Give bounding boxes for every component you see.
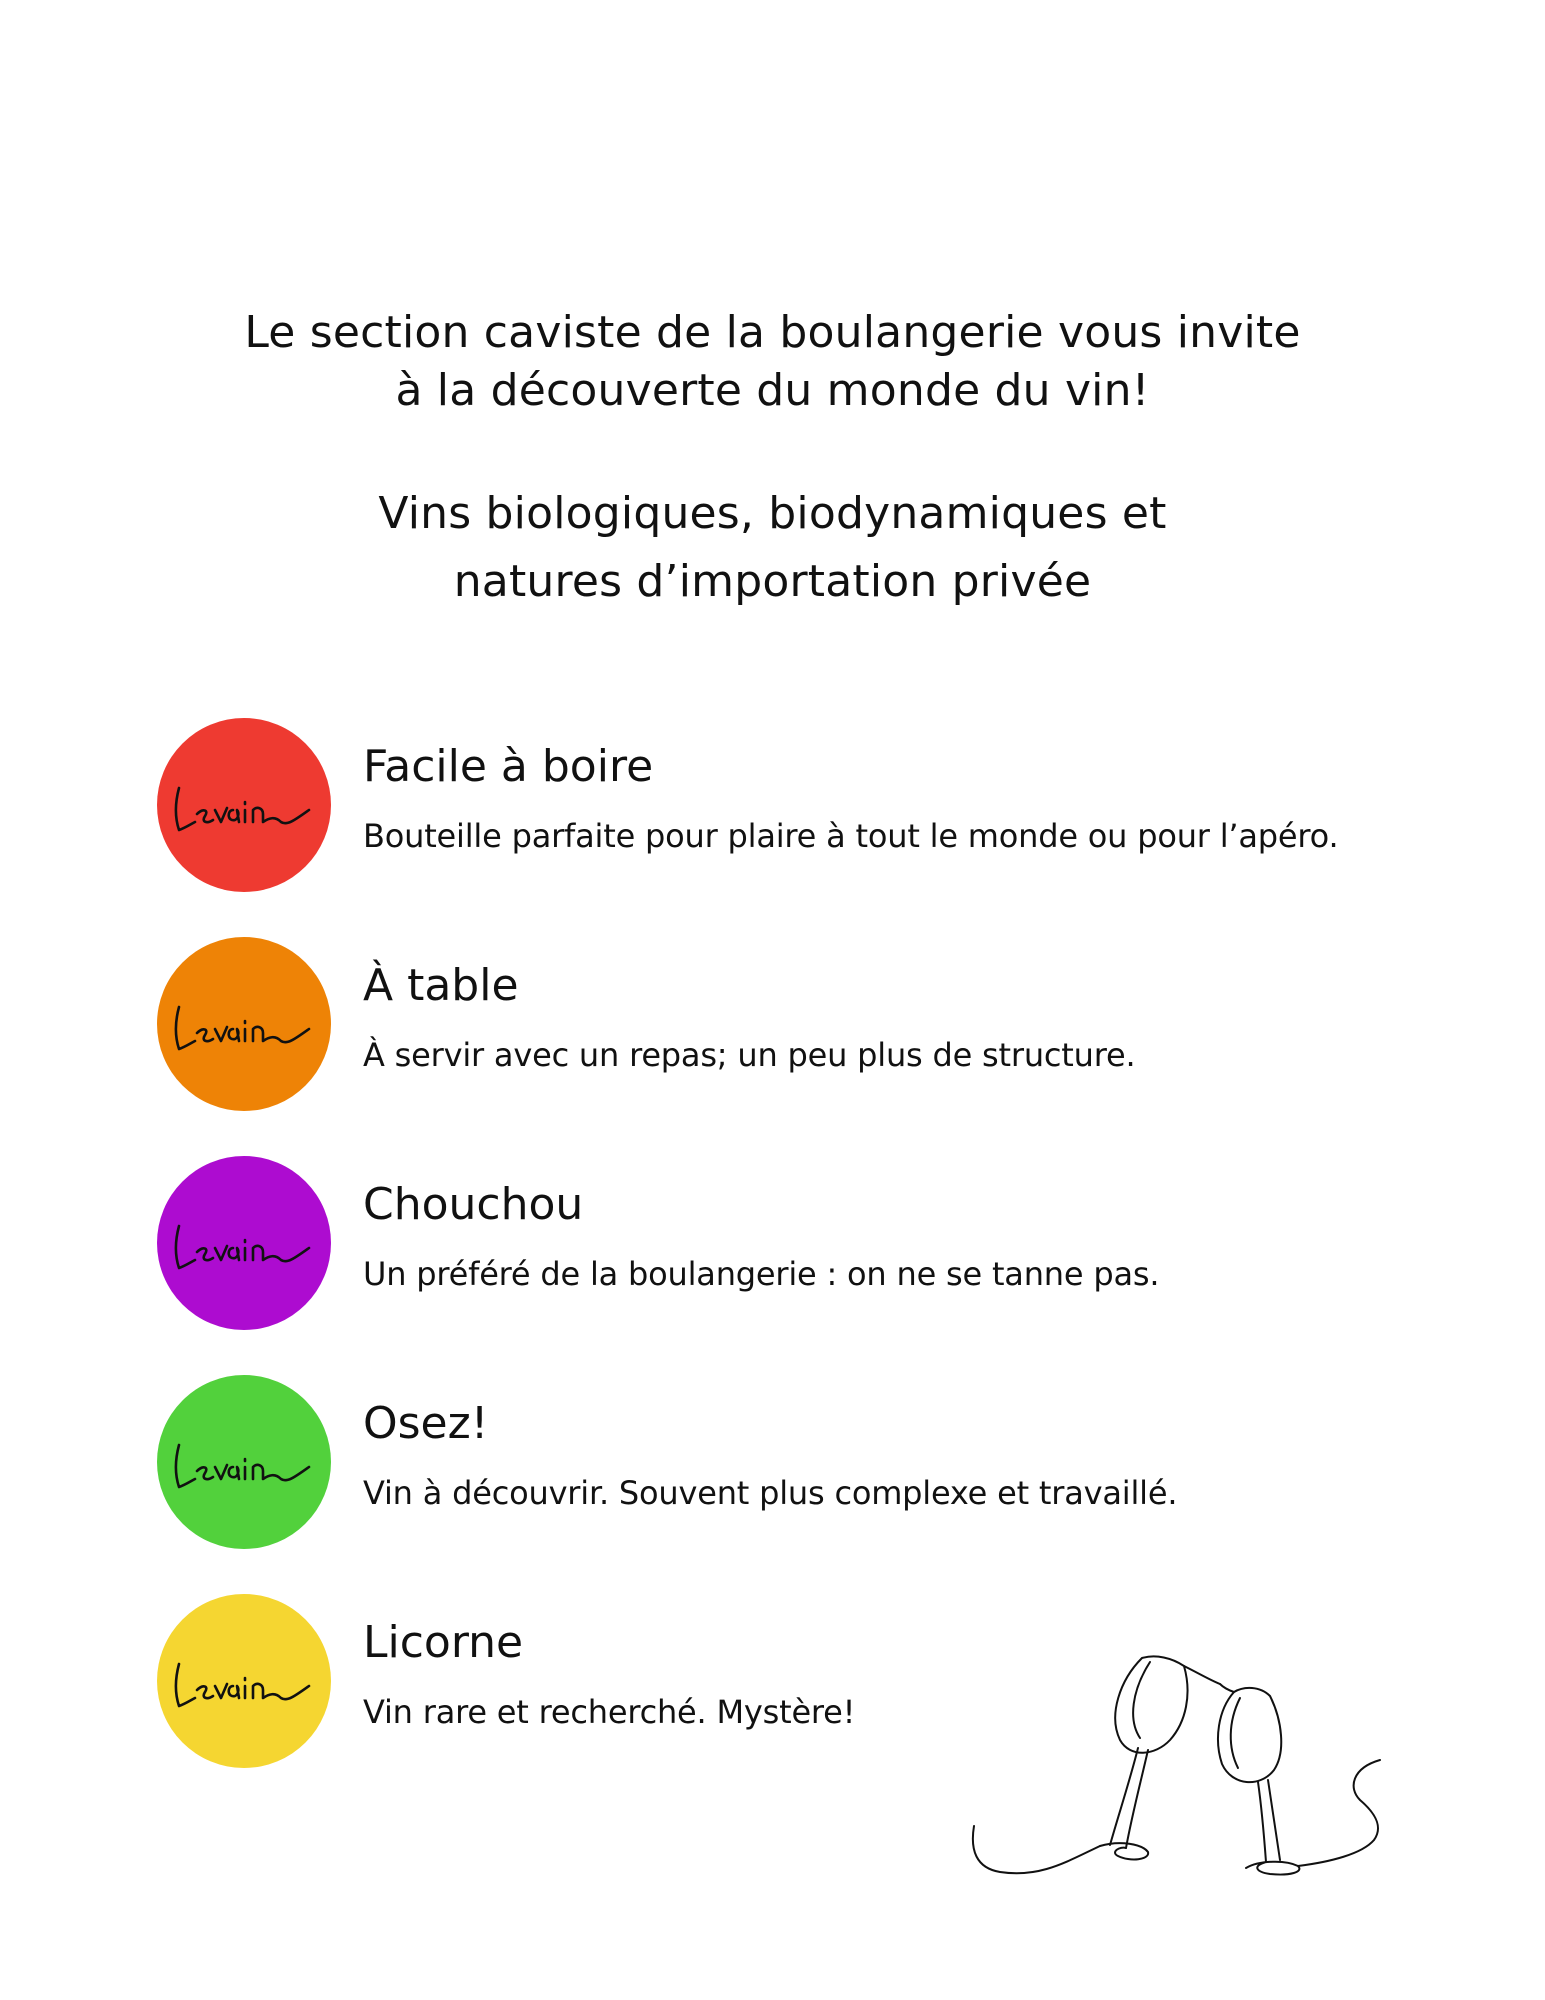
- levain-logo-icon: [157, 1375, 331, 1549]
- levain-logo-badge-purple: [157, 1156, 331, 1330]
- category-description: Vin rare et recherché. Mystère!: [363, 1693, 856, 1731]
- levain-logo-badge-yellow: [157, 1594, 331, 1768]
- intro-line-3: Vins biologiques, biodynamiques et: [378, 488, 1167, 539]
- levain-logo-badge-red: [157, 703, 331, 892]
- levain-logo-badge-green: [157, 1375, 331, 1549]
- levain-logo-icon: [157, 937, 331, 1111]
- intro-line-4: natures d’importation privée: [453, 556, 1092, 607]
- intro-invitation: [0, 304, 1545, 420]
- category-title: Chouchou: [363, 1179, 584, 1230]
- category-title: Osez!: [363, 1398, 489, 1449]
- category-description: Vin à découvrir. Souvent plus complexe et travaillé.: [363, 1474, 1178, 1512]
- levain-logo-icon: [157, 703, 331, 892]
- category-description: Un préféré de la boulangerie : on ne se tanne pas.: [363, 1255, 1160, 1293]
- intro-line-1: Le section caviste de la boulangerie vous invite: [244, 307, 1301, 358]
- category-a-table: [157, 937, 1457, 1117]
- wine-glasses-cheers-icon: [970, 1640, 1430, 1900]
- levain-logo-icon: [157, 1594, 331, 1768]
- category-description: À servir avec un repas; un peu plus de structure.: [363, 1036, 1136, 1074]
- levain-logo-badge-orange: [157, 937, 331, 1111]
- category-chouchou: [157, 1156, 1457, 1336]
- intro-wine-types: [0, 480, 1545, 616]
- category-title: Licorne: [363, 1617, 524, 1668]
- category-title: Facile à boire: [363, 741, 654, 792]
- intro-line-2: à la découverte du monde du vin!: [395, 365, 1150, 416]
- svg-text:Levain: Levain: [157, 703, 210, 722]
- category-osez: [157, 1375, 1457, 1555]
- category-description: Bouteille parfaite pour plaire à tout le monde ou pour l’apéro.: [363, 817, 1339, 855]
- levain-logo-icon: [157, 1156, 331, 1330]
- category-title: À table: [363, 960, 519, 1011]
- category-facile-a-boire: [157, 703, 1457, 898]
